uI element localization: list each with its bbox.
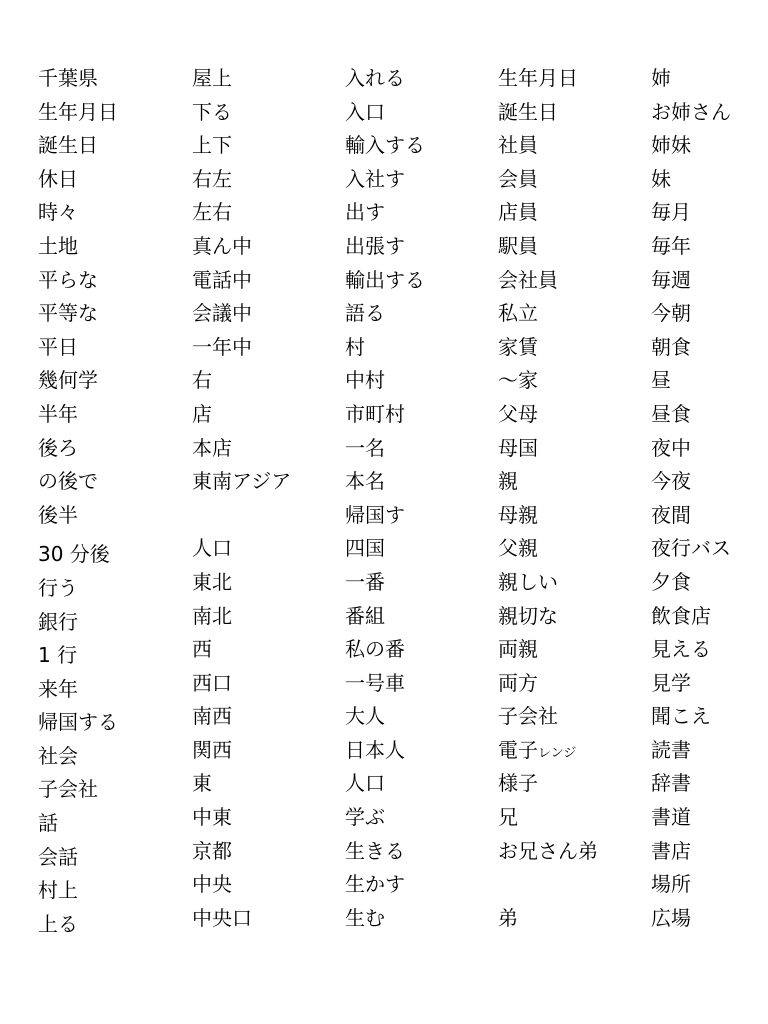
word-item: 夜中: [651, 435, 691, 460]
word-item: 中央: [192, 872, 232, 897]
word-item: 弟: [498, 905, 518, 930]
word-item: 社員: [498, 133, 538, 158]
word-item: 姉妹: [651, 133, 691, 158]
word-item: 私の番: [345, 637, 405, 662]
word-item: 〜家: [498, 368, 538, 393]
word-item: 場所: [651, 872, 691, 897]
word-item: の後で: [38, 469, 98, 494]
word-item: 見える: [651, 637, 711, 662]
word-item: 市町村: [345, 401, 405, 426]
word-column-4: [498, 62, 648, 935]
word-item: 生む: [345, 905, 385, 930]
word-item: 出張す: [345, 233, 405, 258]
word-item: 誕生日: [38, 133, 98, 158]
word-item-main: 電子: [498, 737, 538, 762]
word-item: 一年中: [192, 334, 252, 359]
word-item: 右: [192, 368, 212, 393]
word-item: 本名: [345, 469, 385, 494]
word-item: 父親: [498, 536, 538, 561]
word-item-suffix: レンジ: [538, 745, 577, 761]
word-item: 幾何学: [38, 368, 98, 393]
word-item: 見学: [651, 670, 691, 695]
word-item: 毎月: [651, 200, 691, 225]
word-item: 南北: [192, 603, 232, 628]
word-item: 父母: [498, 401, 538, 426]
word-item: 広場: [651, 905, 691, 930]
word-item: 会話: [38, 844, 78, 869]
word-item: 千葉県: [38, 66, 98, 90]
word-item: 左右: [192, 200, 232, 225]
word-item: お姉さん: [651, 99, 731, 124]
word-item: 四国: [345, 536, 385, 561]
word-item: 昼: [651, 368, 671, 393]
word-item: 平らな: [38, 267, 98, 292]
word-item: 1 行: [38, 643, 78, 668]
word-item: 生年月日: [498, 66, 578, 90]
word-item: 平等な: [38, 301, 98, 326]
word-column-1: [38, 62, 188, 935]
word-item: 休日: [38, 166, 78, 191]
word-item: 中村: [345, 368, 385, 393]
word-item: 帰国す: [345, 502, 405, 527]
word-item: 母親: [498, 502, 538, 527]
word-item: 両親: [498, 637, 538, 662]
word-item: 入社す: [345, 166, 405, 191]
word-item: 一名: [345, 435, 385, 460]
word-item: 家賃: [498, 334, 538, 359]
word-item: 朝食: [651, 334, 691, 359]
word-item: 銀行: [38, 609, 78, 634]
word-item: 話: [38, 811, 58, 836]
word-item: 日本人: [345, 737, 405, 762]
word-item: 姉: [651, 66, 671, 90]
word-item: 30 分後: [38, 542, 110, 567]
word-item: 西: [192, 637, 212, 662]
word-item: 関西: [192, 737, 232, 762]
word-item: 土地: [38, 233, 78, 258]
word-item: 一号車: [345, 670, 405, 695]
word-item: 妹: [651, 166, 671, 191]
word-item: 村上: [38, 878, 78, 903]
word-item: 西口: [192, 670, 232, 695]
word-item: 学ぶ: [345, 805, 385, 830]
word-item: 電話中: [192, 267, 252, 292]
word-item: 誕生日: [498, 99, 558, 124]
word-column-5: [651, 62, 768, 935]
word-item: 店員: [498, 200, 538, 225]
word-item: 辞書: [651, 771, 691, 796]
word-item: 中東: [192, 805, 232, 830]
word-item: 子会社: [38, 777, 98, 802]
word-item: [498, 868, 648, 902]
word-item: 出す: [345, 200, 385, 225]
word-item: 南西: [192, 704, 232, 729]
word-item: 平日: [38, 334, 78, 359]
word-column-3: [345, 62, 495, 935]
word-item: 屋上: [192, 66, 232, 90]
word-item: 今朝: [651, 301, 691, 326]
word-item: 上下: [192, 133, 232, 158]
word-item: 人口: [345, 771, 385, 796]
word-item: 本店: [192, 435, 232, 460]
word-item: 今夜: [651, 469, 691, 494]
word-item: 子会社: [498, 704, 558, 729]
word-item: 毎年: [651, 233, 691, 258]
word-item: 半年: [38, 401, 78, 426]
word-item: 様子: [498, 771, 538, 796]
word-item: 入口: [345, 99, 385, 124]
word-item: 社会: [38, 743, 78, 768]
word-item: 会議中: [192, 301, 252, 326]
word-item: 会社員: [498, 267, 558, 292]
word-item: 店: [192, 401, 212, 426]
word-item: 書道: [651, 805, 691, 830]
word-item: 親しい: [498, 569, 558, 594]
word-item: 東: [192, 771, 212, 796]
word-item: 夜行バス: [651, 536, 731, 561]
word-item: 下る: [192, 99, 232, 124]
word-item: 帰国する: [38, 710, 118, 735]
word-item: 上る: [38, 911, 78, 936]
word-item: 来年: [38, 676, 78, 701]
word-item: 東北: [192, 569, 232, 594]
word-item: 人口: [192, 536, 232, 561]
word-item: 昼食: [651, 401, 691, 426]
word-item: 兄: [498, 805, 518, 830]
word-item: 後ろ: [38, 435, 78, 460]
word-item: 読書: [651, 737, 691, 762]
word-item: 一番: [345, 569, 385, 594]
word-item: 飲食店: [651, 603, 711, 628]
word-item: 私立: [498, 301, 538, 326]
word-item: 毎週: [651, 267, 691, 292]
word-item: 語る: [345, 301, 385, 326]
word-item: 村: [345, 334, 365, 359]
word-item: 右左: [192, 166, 232, 191]
word-item: 母国: [498, 435, 538, 460]
word-item: 親: [498, 469, 518, 494]
word-item: 夜間: [651, 502, 691, 527]
word-item: 後半: [38, 502, 78, 527]
word-item: [192, 499, 342, 533]
word-item: 番組: [345, 603, 385, 628]
word-item: 東南アジア: [192, 469, 292, 494]
word-item: 京都: [192, 838, 232, 863]
word-item: 両方: [498, 670, 538, 695]
word-item: 時々: [38, 200, 78, 225]
word-item: 生年月日: [38, 99, 118, 124]
word-item: 中央口: [192, 905, 252, 930]
word-item: お兄さん弟: [498, 838, 598, 863]
word-item: [498, 734, 648, 768]
word-item: 書店: [651, 838, 691, 863]
word-item: 生きる: [345, 838, 405, 863]
word-item: 駅員: [498, 233, 538, 258]
word-item: 夕食: [651, 569, 691, 594]
word-column-2: [192, 62, 342, 935]
word-item: 大人: [345, 704, 385, 729]
word-item: 行う: [38, 575, 78, 600]
word-item: 親切な: [498, 603, 558, 628]
word-item: 生かす: [345, 872, 405, 897]
word-item: 真ん中: [192, 233, 252, 258]
word-item: 会員: [498, 166, 538, 191]
word-item: 聞こえ: [651, 704, 711, 729]
word-item: 輸出する: [345, 267, 425, 292]
word-item: 輸入する: [345, 133, 425, 158]
word-item: 入れる: [345, 66, 405, 90]
